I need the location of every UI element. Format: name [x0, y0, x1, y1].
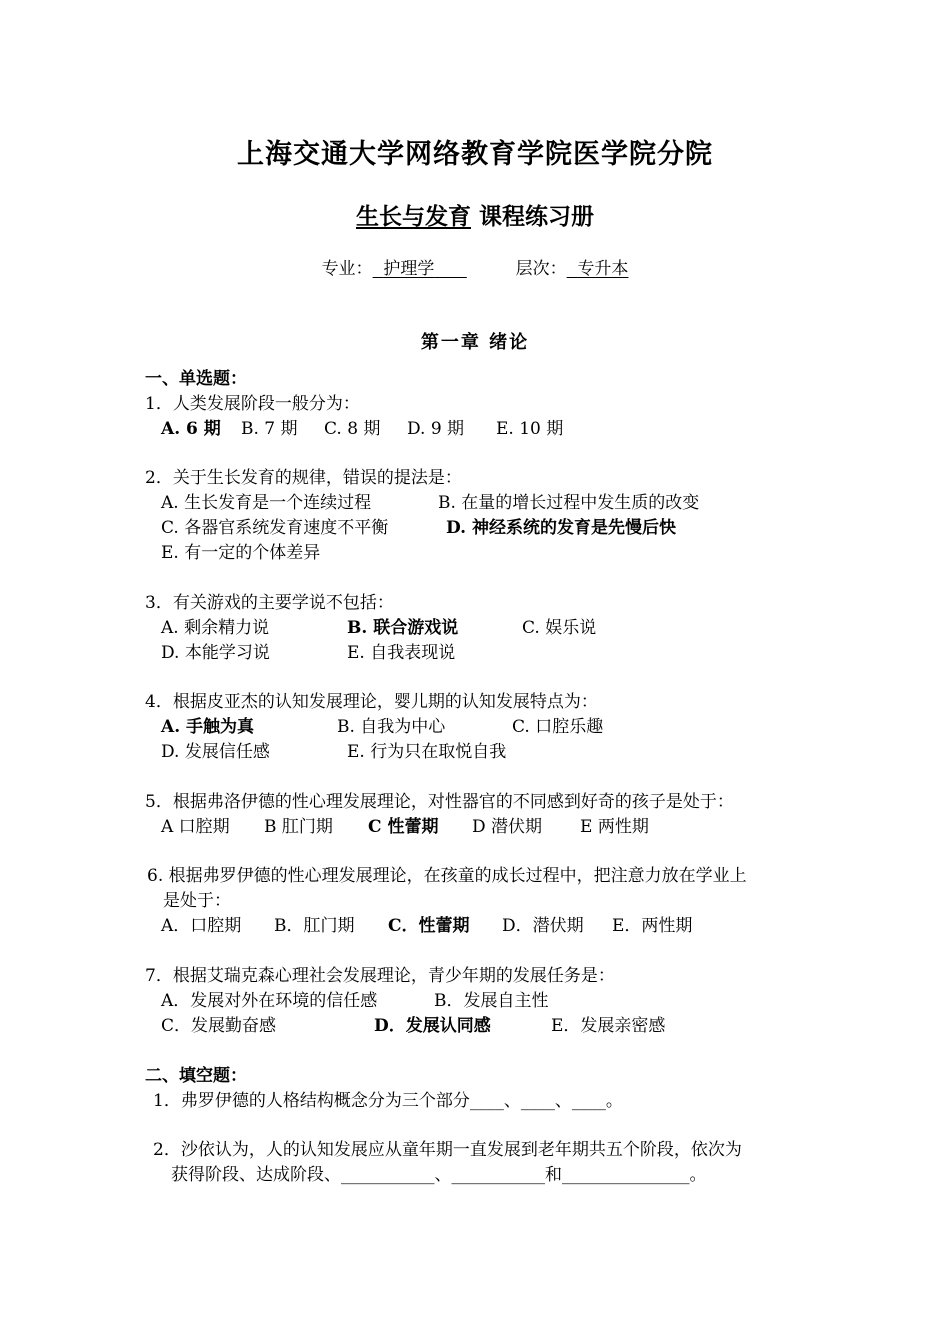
- q7-option-e: E．发展亲密感: [551, 1016, 666, 1036]
- workbook-label: 课程练习册: [479, 203, 594, 230]
- q1-option-d: D. 9 期: [407, 419, 465, 439]
- q4-option-d: D. 发展信任感: [161, 742, 270, 762]
- question-2-stem: 2．关于生长发育的规律，错误的提法是：: [145, 468, 462, 488]
- fill-question-2-line2: 获得阶段、达成阶段、___________、___________和_______________。: [171, 1165, 707, 1185]
- q3-option-e: E. 自我表现说: [347, 643, 456, 663]
- question-6-stem-cont: 是处于：: [163, 891, 231, 911]
- q7-option-c: C．发展勤奋感: [161, 1016, 277, 1036]
- q5-option-d: D 潜伏期: [472, 817, 543, 837]
- q7-option-b: B．发展自主性: [434, 991, 549, 1011]
- q3-option-c: C. 娱乐说: [522, 618, 597, 638]
- q4-option-e: E. 行为只在取悦自我: [347, 742, 507, 762]
- q5-option-c: C 性蕾期: [368, 817, 439, 837]
- q3-option-a: A. 剩余精力说: [161, 618, 270, 638]
- level-label: 层次：: [515, 259, 567, 279]
- chapter-heading: 第一章 绪论: [420, 332, 530, 353]
- question-3-stem: 3．有关游戏的主要学说不包括：: [145, 593, 394, 613]
- q1-option-e: E. 10 期: [496, 419, 564, 439]
- course-title: [0, 198, 950, 231]
- q4-option-b: B. 自我为中心: [337, 717, 446, 737]
- q6-option-a: A．口腔期: [161, 916, 242, 936]
- meta-line: [0, 254, 950, 279]
- q5-option-a: A 口腔期: [161, 817, 230, 837]
- q3-option-b: B. 联合游戏说: [347, 618, 459, 638]
- question-4-stem: 4．根据皮亚杰的认知发展理论，婴儿期的认知发展特点为：: [145, 692, 598, 712]
- fill-question-1: 1．弗罗伊德的人格结构概念分为三个部分____、____、____。: [153, 1091, 623, 1111]
- section-single-choice-title: 一、单选题：: [145, 369, 247, 389]
- q1-option-a: A. 6 期: [161, 419, 221, 439]
- q5-option-e: E 两性期: [580, 817, 649, 837]
- q2-option-d: D. 神经系统的发育是先慢后快: [446, 518, 676, 538]
- q2-option-e: E. 有一定的个体差异: [161, 543, 321, 563]
- q2-option-b: B. 在量的增长过程中发生质的改变: [438, 493, 700, 513]
- course-name: 生长与发育: [355, 203, 471, 230]
- q7-option-a: A．发展对外在环境的信任感: [161, 991, 378, 1011]
- q6-option-b: B．肛门期: [274, 916, 355, 936]
- question-5-stem: 5．根据弗洛伊德的性心理发展理论，对性器官的不同感到好奇的孩子是处于：: [145, 792, 734, 812]
- q6-option-e: E．两性期: [612, 916, 693, 936]
- q3-option-d: D. 本能学习说: [161, 643, 270, 663]
- q2-option-a: A. 生长发育是一个连续过程: [161, 493, 372, 513]
- major-value: 护理学: [383, 259, 435, 279]
- question-7-stem: 7．根据艾瑞克森心理社会发展理论，青少年期的发展任务是：: [145, 966, 615, 986]
- major-label: 专业：: [321, 259, 373, 279]
- q6-option-c: C．性蕾期: [388, 916, 470, 936]
- section-fill-blank-title: 二、填空题：: [145, 1066, 247, 1086]
- fill-question-2-line1: 2．沙依认为，人的认知发展应从童年期一直发展到老年期共五个阶段，依次为: [153, 1140, 742, 1160]
- q2-option-c: C. 各器官系统发育速度不平衡: [161, 518, 389, 538]
- q4-option-a: A. 手触为真: [161, 717, 255, 737]
- question-6-stem: 6. 根据弗罗伊德的性心理发展理论，在孩童的成长过程中，把注意力放在学业上: [147, 866, 747, 886]
- question-1-stem: 1．人类发展阶段一般分为：: [145, 394, 360, 414]
- level-value: 专升本: [577, 259, 629, 279]
- q1-option-b: B. 7 期: [241, 419, 298, 439]
- q6-option-d: D．潜伏期: [502, 916, 584, 936]
- q5-option-b: B 肛门期: [264, 817, 333, 837]
- q4-option-c: C. 口腔乐趣: [512, 717, 604, 737]
- q1-option-c: C. 8 期: [324, 419, 381, 439]
- institution-title: 上海交通大学网络教育学院医学院分院: [237, 139, 713, 170]
- q7-option-d: D．发展认同感: [374, 1016, 491, 1036]
